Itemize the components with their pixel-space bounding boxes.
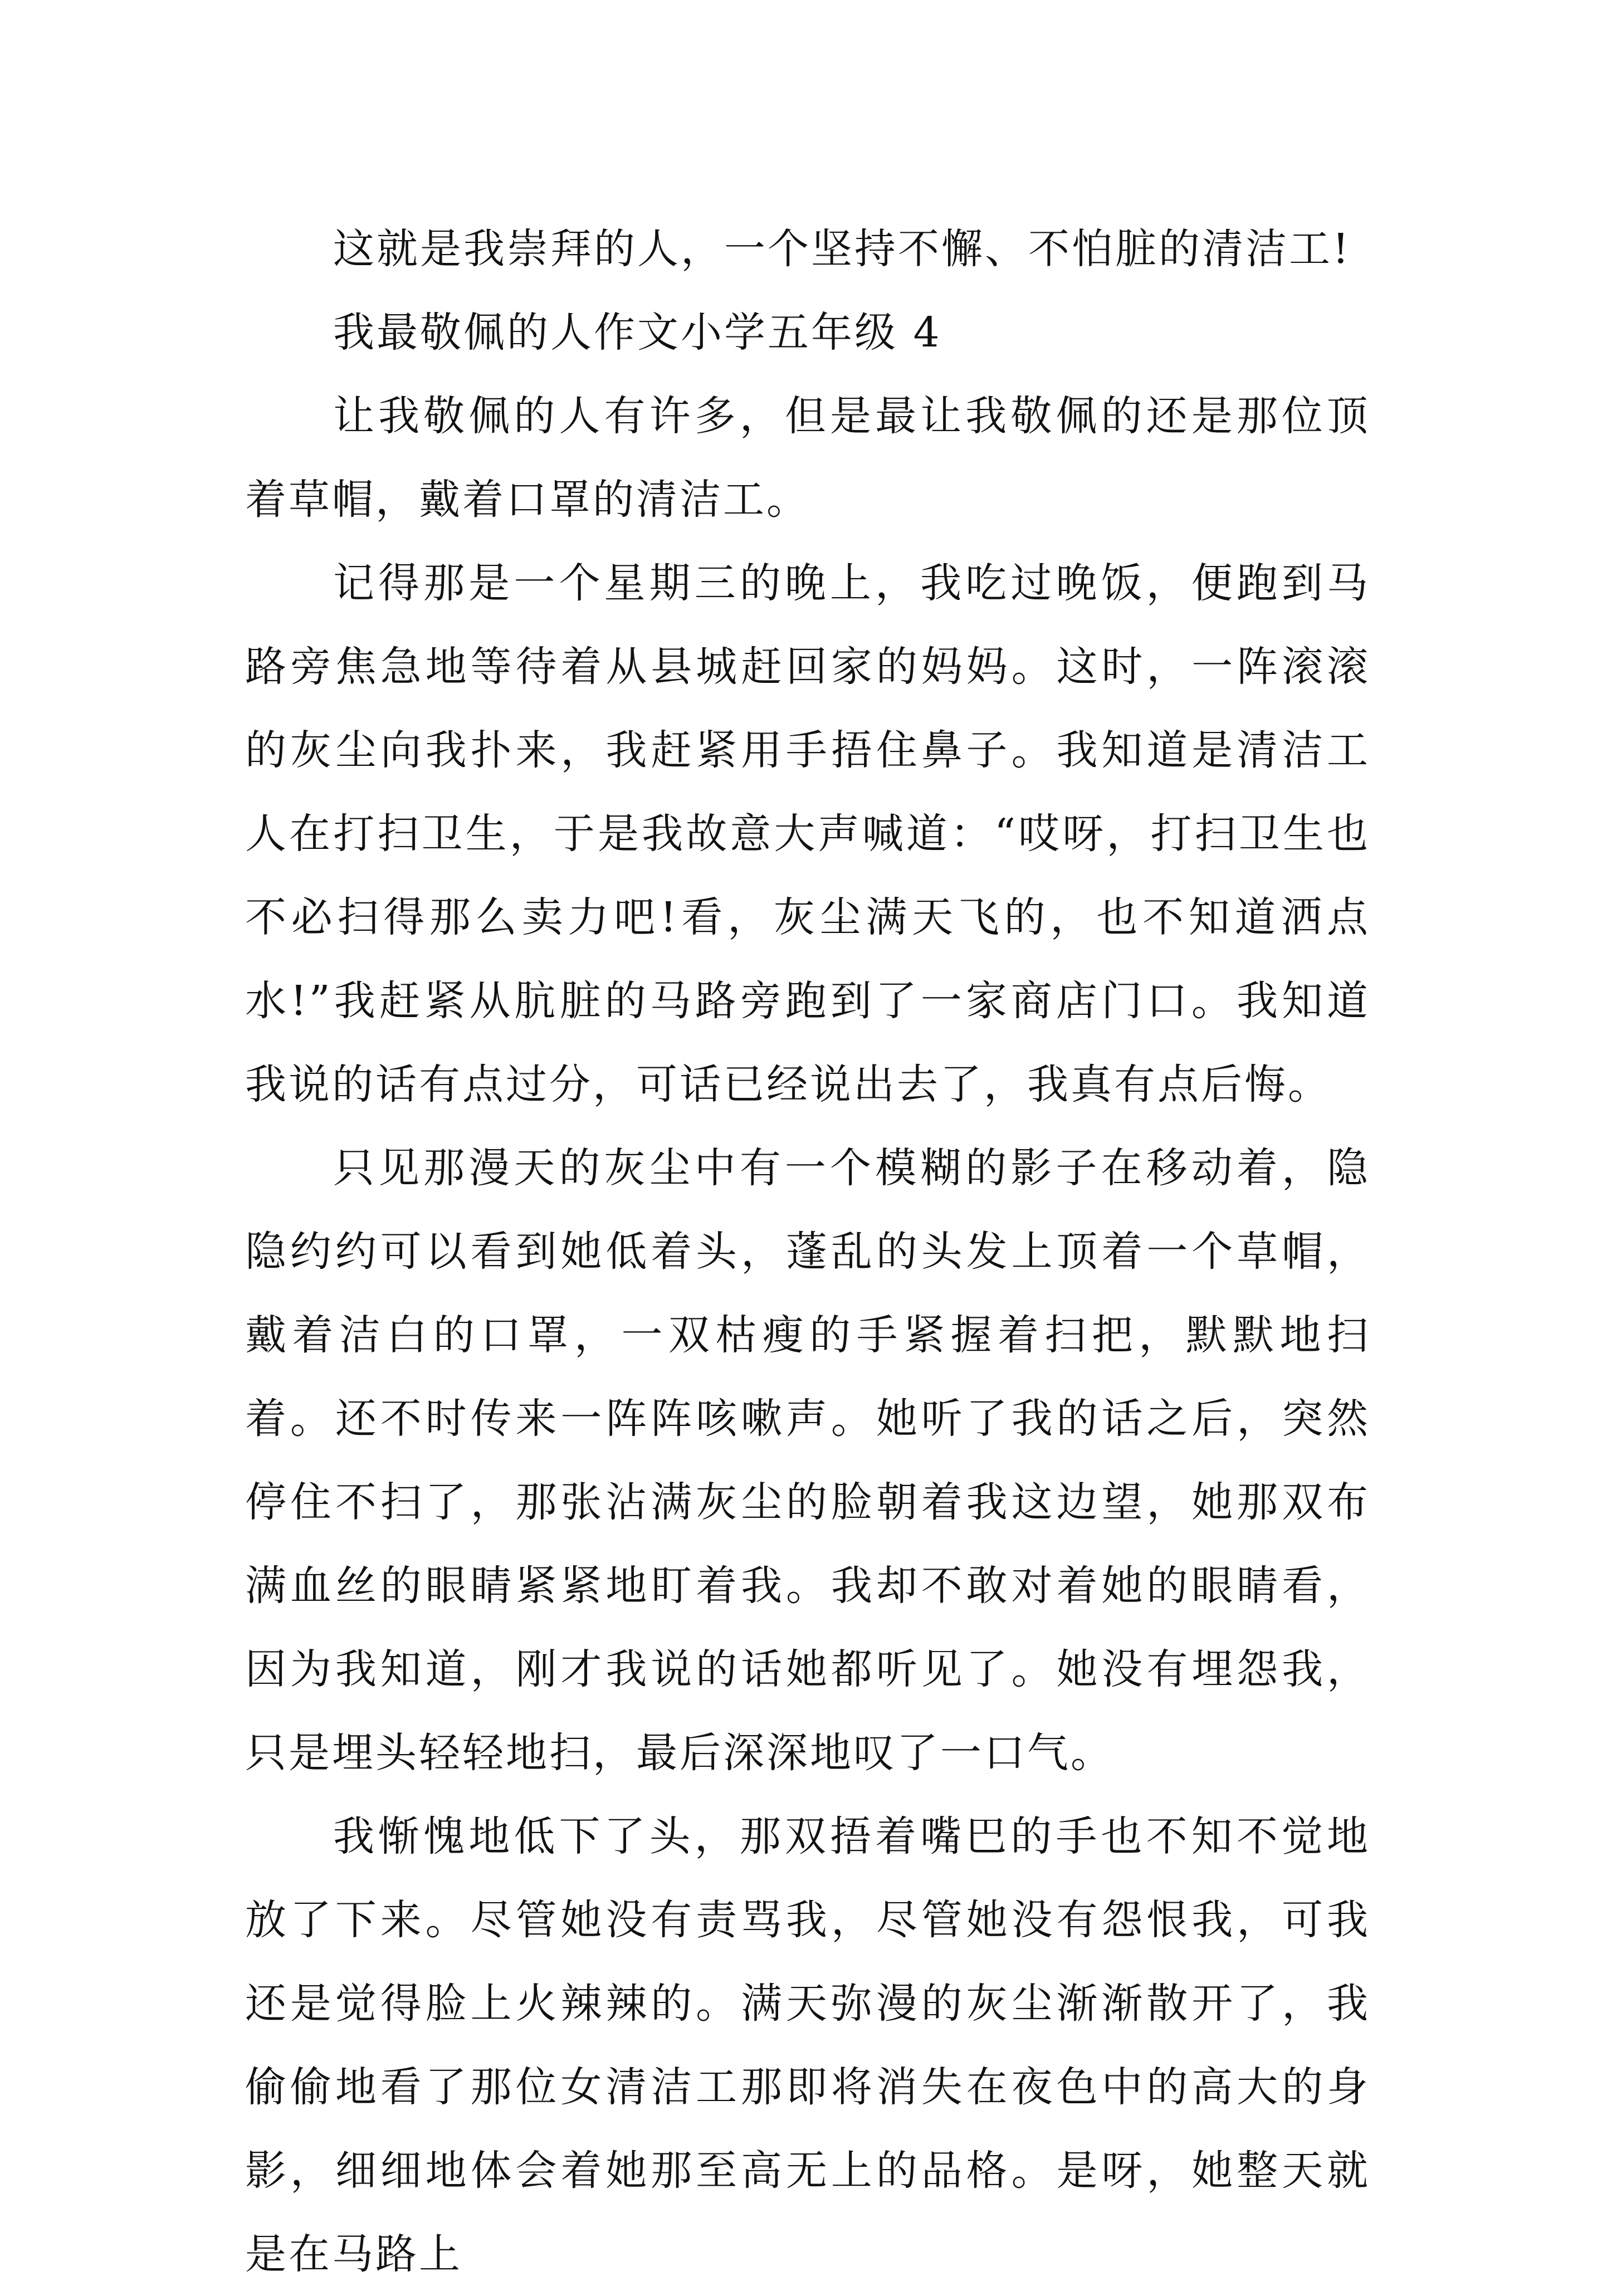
paragraph-closing-line: 这就是我崇拜的人，一个坚持不懈、不怕脏的清洁工! — [333, 225, 1351, 273]
paragraph-intro: 让我敬佩的人有许多，但是最让我敬佩的还是那位顶着草帽，戴着口罩的清洁工。 — [245, 392, 1370, 524]
essay-body — [245, 207, 1370, 2296]
paragraph-cleaner-description: 只见那漫天的灰尘中有一个模糊的影子在移动着，隐隐约约可以看到她低着头，蓬乱的头发上顶着一个草帽，戴着洁白的口罩，一双枯瘦的手紧握着扫把，默默地扫着。还不时传来一阵阵咳嗽声。她听了我的话之后，突然停住不扫了，那张沾满灰尘的脸朝着我这边望，她那双布满血丝的眼睛紧紧地盯着我。我却不敢对着她的眼睛看，因为我知道，刚才我说的话她都听见了。她没有埋怨我，只是埋头轻轻地扫，最后深深地叹了一口气。 — [245, 1144, 1370, 1777]
paragraph-evening-story: 记得那是一个星期三的晚上，我吃过晚饭，便跑到马路旁焦急地等待着从县城赶回家的妈妈。这时，一阵滚滚的灰尘向我扑来，我赶紧用手捂住鼻子。我知道是清洁工人在打扫卫生，于是我故意大声喊道：“哎呀，打扫卫生也不必扫得那么卖力吧!看，灰尘满天飞的，也不知道洒点水!”我赶紧从肮脏的马路旁跑到了一家商店门口。我知道我说的话有点过分，可话已经说出去了，我真有点后悔。 — [245, 559, 1370, 1108]
paragraph-reflection: 我惭愧地低下了头，那双捂着嘴巴的手也不知不觉地放了下来。尽管她没有责骂我，尽管她没有怨恨我，可我还是觉得脸上火辣辣的。满天弥漫的灰尘渐渐散开了，我偷偷地看了那位女清洁工那即将消失在夜色中的高大的身影，细细地体会着她那至高无上的品格。是呀，她整天就是在马路上 — [245, 1813, 1370, 2278]
essay-heading: 我最敬佩的人作文小学五年级 4 — [333, 309, 942, 356]
